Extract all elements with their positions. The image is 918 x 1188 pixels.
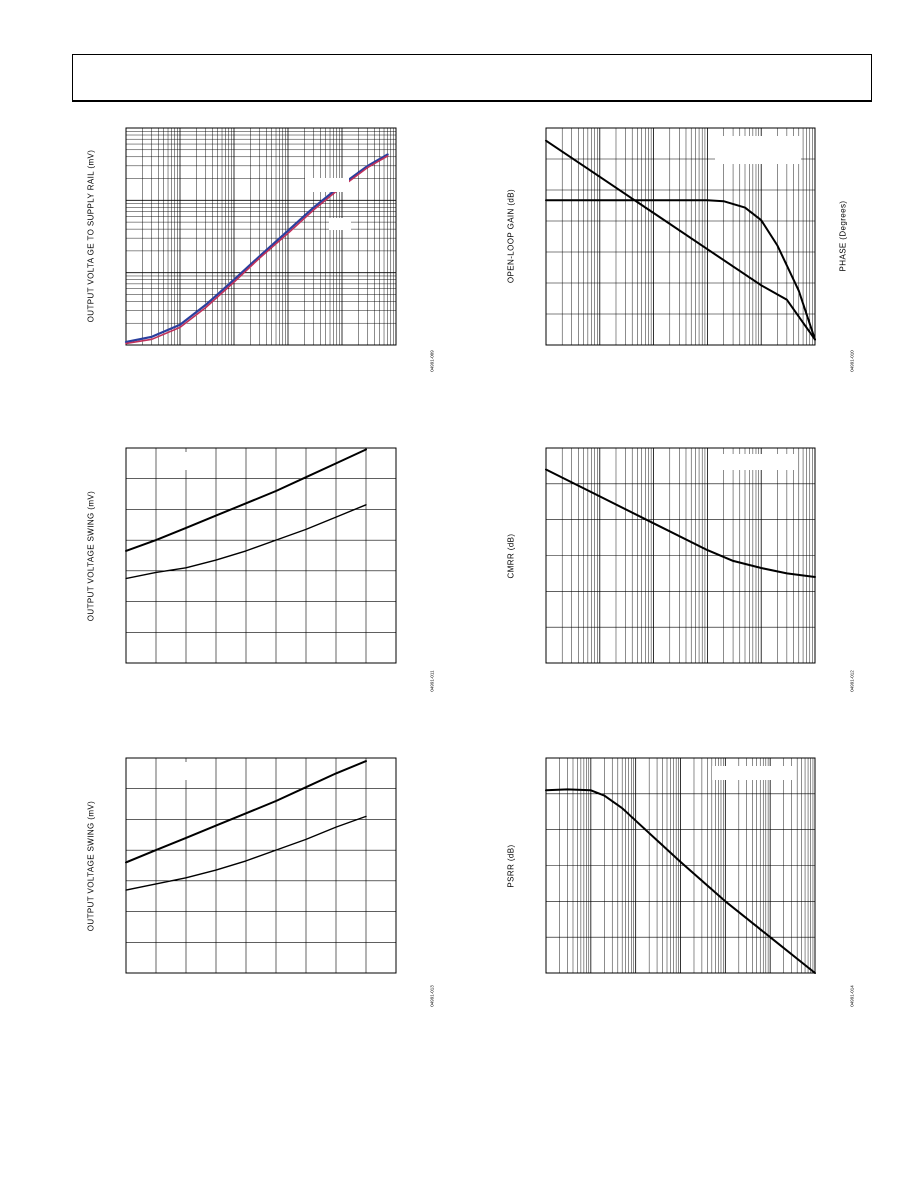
chart-4-y-axis-label: CMRR (dB)	[506, 533, 516, 579]
chart-3-legend-mask	[157, 452, 215, 470]
chart-4-legend-mask	[718, 454, 794, 470]
chart-3-y-axis-label: OUTPUT VOLTAGE SWING (mV)	[86, 490, 96, 622]
chart-output-swing-2	[126, 758, 396, 973]
chart-output-voltage-to-rail	[126, 128, 396, 345]
grid	[126, 128, 396, 345]
grid	[126, 758, 396, 973]
chart-2-right-axis-label: PHASE (Degrees)	[838, 200, 848, 272]
page-header-box	[72, 54, 872, 102]
chart-5-legend-mask	[157, 762, 215, 780]
plot-frame	[126, 758, 396, 973]
chart-4-figure-number: 04991-012	[849, 670, 855, 692]
series-line-1	[546, 470, 815, 578]
grid	[546, 448, 815, 663]
chart-2-legend-mask	[715, 136, 801, 164]
chart-output-swing-1	[126, 448, 396, 663]
chart-6-y-axis-label: PSRR (dB)	[506, 844, 516, 888]
chart-1-legend-mask-1	[305, 178, 349, 192]
chart-2-y-axis-label: OPEN-LOOP GAIN (dB)	[506, 188, 516, 284]
grid	[126, 448, 396, 663]
plot-frame	[126, 128, 396, 345]
chart-1-figure-number: 04991-009	[429, 350, 435, 372]
chart-1-y-axis-label: OUTPUT VOLTA GE TO SUPPLY RAIL (mV)	[86, 149, 96, 323]
chart-cmrr	[546, 448, 815, 663]
chart-1-legend-mask-2	[329, 218, 351, 230]
chart-3-figure-number: 04991-011	[429, 670, 435, 692]
chart-5-figure-number: 04991-013	[429, 985, 435, 1007]
chart-6-figure-number: 04991-014	[849, 985, 855, 1007]
chart-5-y-axis-label: OUTPUT VOLTAGE SWING (mV)	[86, 800, 96, 932]
chart-6-legend-mask	[712, 766, 794, 780]
chart-2-figure-number: 04991-010	[849, 350, 855, 372]
chart-psrr	[546, 758, 815, 973]
plot-frame	[126, 448, 396, 663]
